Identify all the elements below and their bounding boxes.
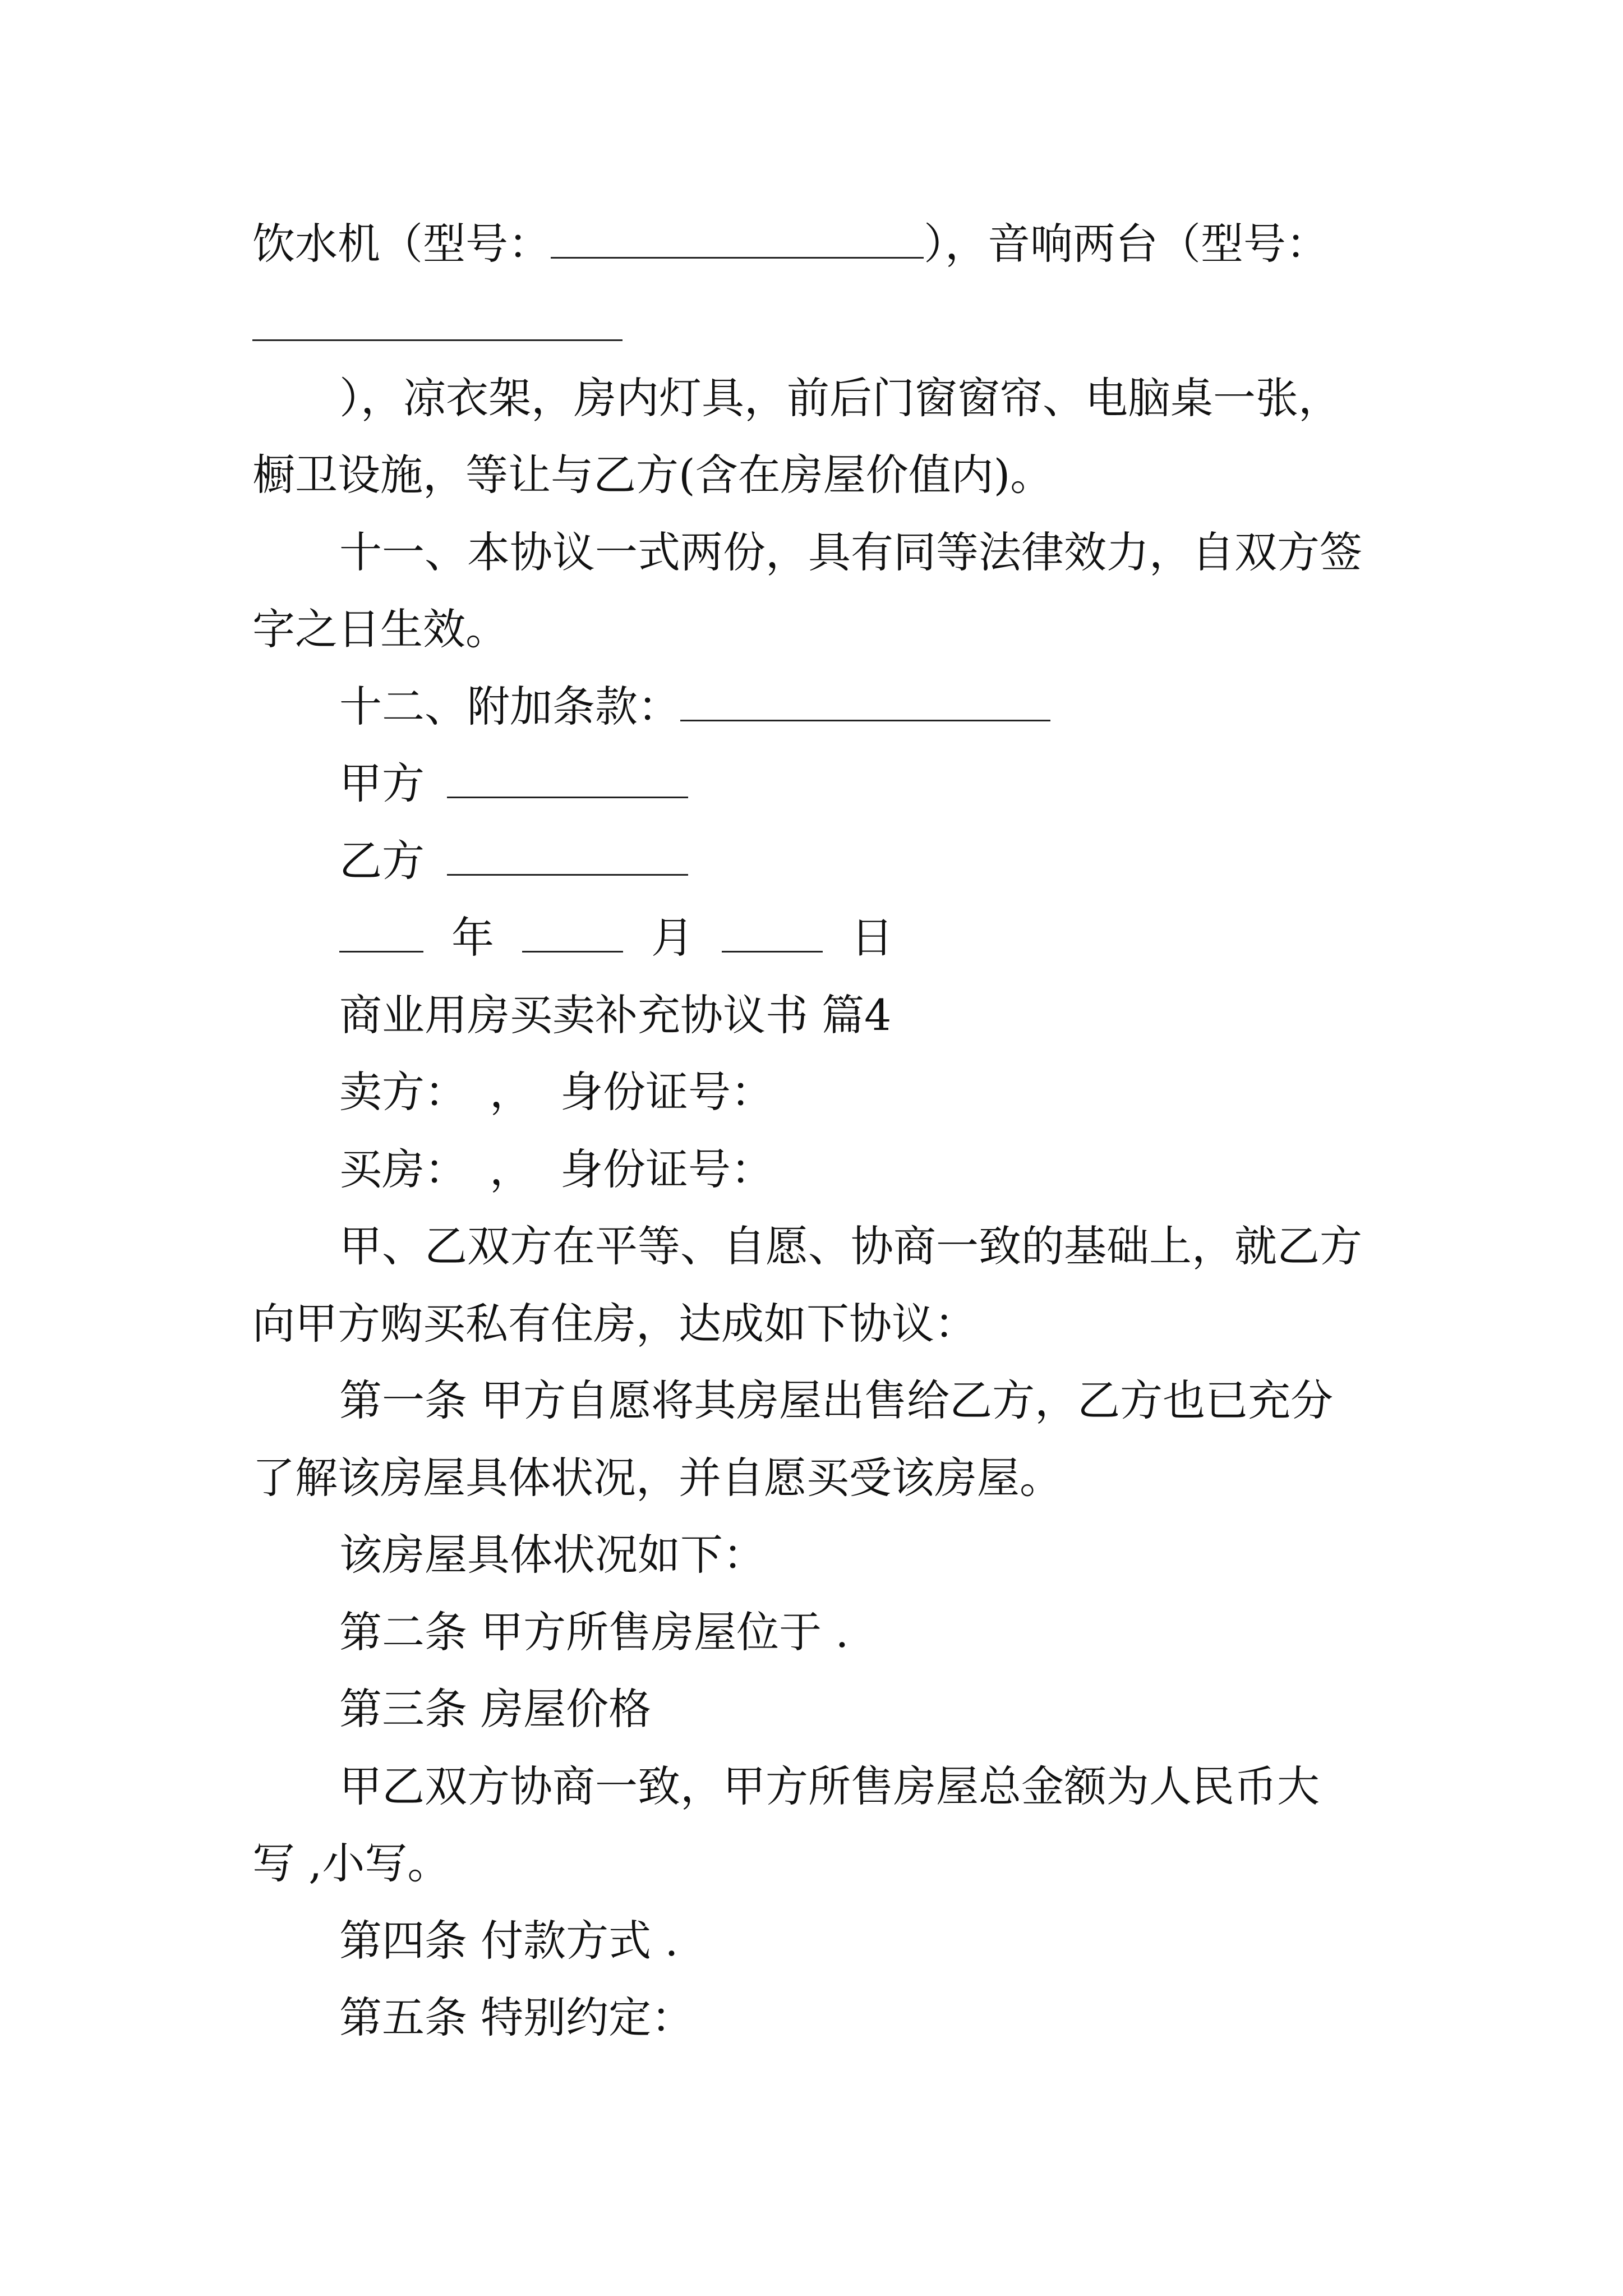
seller-label: 卖方： xyxy=(339,1067,467,1117)
text-segment: 第二条 甲方所售房屋位于 . xyxy=(339,1607,849,1657)
fill-in-blank-model xyxy=(551,217,924,259)
doc-line-22 xyxy=(339,1913,1391,1969)
text-segment: 第一条 甲方自愿将其房屋出售给乙方，乙方也已充分 xyxy=(339,1375,1334,1425)
buyer-label: 买房： xyxy=(339,1144,467,1194)
fill-in-blank-additional-terms xyxy=(680,679,1050,721)
section-heading xyxy=(339,987,1391,1043)
text-segment: ），凉衣架，房内灯具，前后门窗窗帘、电脑桌一张， xyxy=(339,373,1341,423)
text-segment: 甲乙双方协商一致，甲方所售房屋总金额为人民币大 xyxy=(339,1761,1320,1811)
text-segment: 商业用房买卖补充协议书 篇4 xyxy=(339,990,892,1040)
text-segment: ， xyxy=(490,1067,532,1117)
text-segment: 橱卫设施，等让与乙方(含在房屋价值内)。 xyxy=(252,450,1053,500)
doc-line-buyer xyxy=(339,1142,1391,1198)
party-a-label: 甲方 xyxy=(339,758,425,808)
doc-line-4 xyxy=(339,524,1391,581)
doc-line-23 xyxy=(339,1990,1391,2046)
doc-line-18 xyxy=(339,1604,1391,1660)
fill-in-blank-model-2 xyxy=(252,339,623,341)
year-label: 年 xyxy=(451,913,494,963)
buyer-id-label: 身份证号： xyxy=(560,1144,773,1194)
doc-line-19 xyxy=(339,1681,1391,1737)
text-segment: 字之日生效。 xyxy=(252,604,508,654)
text-segment: 该房屋具体状况如下： xyxy=(339,1530,766,1580)
doc-line-date xyxy=(339,910,1391,966)
text-segment: 向甲方购买私有住房，达成如下协议： xyxy=(252,1299,977,1349)
doc-line-13 xyxy=(339,1218,1391,1274)
doc-line-16 xyxy=(252,1450,1391,1506)
text-segment: 甲、乙双方在平等、自愿、协商一致的基础上，就乙方 xyxy=(339,1221,1362,1271)
text-segment: ， xyxy=(490,1144,532,1194)
doc-line-seller xyxy=(339,1064,1391,1120)
text-segment: 第四条 付款方式 . xyxy=(339,1916,679,1966)
doc-line-7 xyxy=(339,756,1391,812)
fill-in-blank-day xyxy=(722,910,823,953)
party-b-label: 乙方 xyxy=(339,836,425,886)
text-segment: 十二、附加条款： xyxy=(339,682,680,731)
day-label: 日 xyxy=(851,913,893,963)
fill-in-blank-month xyxy=(522,910,623,953)
doc-line-20 xyxy=(339,1759,1391,1815)
text-segment: 饮水机（型号： xyxy=(252,219,551,269)
doc-line-3 xyxy=(252,447,1391,503)
fill-in-blank-party-a xyxy=(447,756,688,798)
doc-line-14 xyxy=(252,1296,1391,1352)
text-segment: 十一、本协议一式两份，具有同等法律效力，自双方签 xyxy=(339,527,1362,577)
fill-in-blank-year xyxy=(339,910,423,953)
text-segment: 了解该房屋具体状况，并自愿买受该房屋。 xyxy=(252,1453,1062,1503)
doc-line-8 xyxy=(339,833,1391,889)
text-segment: 第五条 特别约定： xyxy=(339,1993,694,2042)
doc-line-17 xyxy=(339,1527,1391,1583)
text-segment: 写 ,小写。 xyxy=(252,1838,450,1888)
doc-line-2 xyxy=(339,370,1391,426)
doc-line-6 xyxy=(339,679,1391,735)
text-segment: 第三条 房屋价格 xyxy=(339,1684,652,1734)
text-segment: ），音响两台（型号： xyxy=(924,219,1329,269)
fill-in-blank-party-b xyxy=(447,834,688,876)
doc-line-15 xyxy=(339,1373,1391,1429)
doc-line-5 xyxy=(252,601,1391,657)
doc-line-1 xyxy=(252,216,1391,272)
doc-line-21 xyxy=(252,1835,1391,1892)
seller-id-label: 身份证号： xyxy=(560,1067,773,1117)
month-label: 月 xyxy=(651,913,694,963)
